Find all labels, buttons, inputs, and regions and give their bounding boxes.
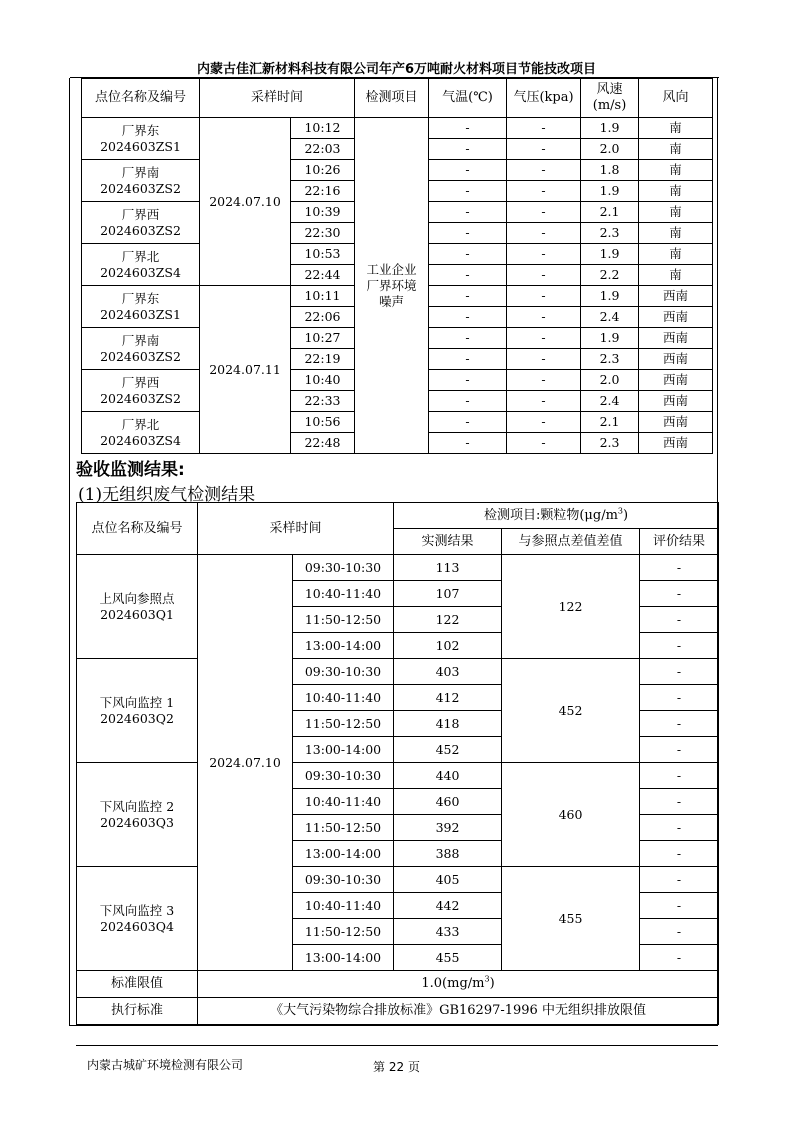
measured-result: 113 (394, 555, 502, 581)
sample-time: 10:27 (291, 328, 355, 349)
wind-direction: 南 (639, 265, 713, 286)
wind-speed: 2.1 (581, 412, 639, 433)
pressure: - (507, 160, 581, 181)
point-name: 厂界南 (121, 164, 160, 180)
wind-speed: 2.3 (581, 349, 639, 370)
pressure: - (507, 433, 581, 454)
temperature: - (429, 265, 507, 286)
temperature: - (429, 244, 507, 265)
sample-time: 22:48 (291, 433, 355, 454)
sample-time: 10:40-11:40 (293, 789, 394, 815)
measured-result: 452 (394, 737, 502, 763)
point-name: 厂界北 (121, 248, 160, 264)
sample-time: 10:39 (291, 202, 355, 223)
evaluation-result: - (640, 685, 719, 711)
wind-direction: 西南 (639, 286, 713, 307)
temperature: - (429, 307, 507, 328)
wind-direction: 西南 (639, 307, 713, 328)
difference-value: 122 (502, 555, 640, 659)
point-cell (82, 412, 200, 454)
pressure: - (507, 244, 581, 265)
pressure: - (507, 412, 581, 433)
evaluation-result: - (640, 841, 719, 867)
point-cell (82, 244, 200, 286)
temperature: - (429, 139, 507, 160)
sample-time: 09:30-10:30 (293, 659, 394, 685)
point-code: 2024603ZS2 (100, 222, 181, 238)
column-header-item (394, 503, 719, 529)
section-title: 验收监测结果: (76, 460, 185, 480)
pressure: - (507, 139, 581, 160)
point-code: 2024603ZS4 (100, 264, 181, 280)
wind-direction: 南 (639, 181, 713, 202)
temperature: - (429, 391, 507, 412)
standard-row (77, 998, 719, 1025)
column-header-item: 检测项目 (355, 79, 429, 118)
noise-table (81, 78, 713, 454)
temperature: - (429, 160, 507, 181)
table-row (77, 763, 719, 789)
pressure: - (507, 370, 581, 391)
wind-direction: 南 (639, 139, 713, 160)
sub-title: (1)无组织废气检测结果 (78, 485, 256, 505)
item-text: 检测项目:颗粒物(μg/m (483, 507, 618, 523)
wind-speed: 2.3 (581, 223, 639, 244)
sample-time: 10:12 (291, 118, 355, 139)
evaluation-result: - (640, 659, 719, 685)
sample-time: 10:40-11:40 (293, 893, 394, 919)
column-header-pressure: 气压(kpa) (507, 79, 581, 118)
wind-speed: 2.0 (581, 370, 639, 391)
wind-speed: 1.9 (581, 244, 639, 265)
wind-direction: 南 (639, 223, 713, 244)
pressure: - (507, 202, 581, 223)
wind-speed: 2.4 (581, 391, 639, 412)
sample-time: 13:00-14:00 (293, 945, 394, 971)
wind-direction: 西南 (639, 328, 713, 349)
evaluation-result: - (640, 607, 719, 633)
sample-time: 10:40 (291, 370, 355, 391)
standard-label: 执行标准 (77, 998, 198, 1025)
measured-result: 418 (394, 711, 502, 737)
point-cell (77, 763, 198, 867)
point-cell (82, 370, 200, 412)
limit-close: ) (489, 976, 495, 991)
sample-time: 10:56 (291, 412, 355, 433)
sample-time: 10:40-11:40 (293, 581, 394, 607)
evaluation-result: - (640, 893, 719, 919)
point-cell (82, 160, 200, 202)
measured-result: 403 (394, 659, 502, 685)
point-name: 下风向监控 3 (99, 902, 175, 918)
point-cell (82, 202, 200, 244)
temperature: - (429, 223, 507, 244)
temperature: - (429, 118, 507, 139)
point-name: 厂界东 (121, 290, 160, 306)
limit-text: 1.0(mg/m (421, 976, 485, 991)
wind-speed: 2.3 (581, 433, 639, 454)
particulate-table (76, 502, 719, 1025)
measured-result: 122 (394, 607, 502, 633)
pressure: - (507, 181, 581, 202)
measured-result: 440 (394, 763, 502, 789)
wind-speed: 1.9 (581, 118, 639, 139)
point-cell (82, 328, 200, 370)
temperature: - (429, 181, 507, 202)
point-code: 2024603ZS1 (100, 306, 181, 322)
sample-time: 13:00-14:00 (293, 737, 394, 763)
footer-rule (76, 1045, 718, 1046)
standard-value: 《大气污染物综合排放标准》GB16297-1996 中无组织排放限值 (198, 998, 719, 1025)
wind-direction: 西南 (639, 433, 713, 454)
pressure: - (507, 223, 581, 244)
measured-result: 102 (394, 633, 502, 659)
column-header-time: 采样时间 (200, 79, 355, 118)
pressure: - (507, 391, 581, 412)
sample-time: 10:53 (291, 244, 355, 265)
point-name: 下风向监控 2 (99, 798, 175, 814)
evaluation-result: - (640, 945, 719, 971)
temperature: - (429, 370, 507, 391)
wind-direction: 南 (639, 202, 713, 223)
sample-time: 22:03 (291, 139, 355, 160)
point-code: 2024603Q4 (100, 918, 174, 934)
wind-speed: 2.0 (581, 139, 639, 160)
test-item: 工业企业厂界环境噪声 (355, 118, 429, 454)
limit-value (198, 971, 719, 998)
evaluation-result: - (640, 633, 719, 659)
evaluation-result: - (640, 815, 719, 841)
temperature: - (429, 202, 507, 223)
wind-speed: 2.1 (581, 202, 639, 223)
sample-time: 10:11 (291, 286, 355, 307)
temperature: - (429, 433, 507, 454)
sample-time: 13:00-14:00 (293, 633, 394, 659)
wind-direction: 南 (639, 118, 713, 139)
point-cell (82, 286, 200, 328)
evaluation-result: - (640, 919, 719, 945)
wind-direction: 西南 (639, 370, 713, 391)
sample-time: 22:06 (291, 307, 355, 328)
sample-time: 22:16 (291, 181, 355, 202)
measured-result: 433 (394, 919, 502, 945)
measured-result: 460 (394, 789, 502, 815)
wind-direction: 西南 (639, 391, 713, 412)
difference-value: 460 (502, 763, 640, 867)
column-header-result: 实测结果 (394, 529, 502, 555)
footer-page-number: 第 22 页 (373, 1060, 420, 1074)
pressure: - (507, 328, 581, 349)
point-name: 厂界东 (121, 122, 160, 138)
point-code: 2024603ZS2 (100, 348, 181, 364)
point-name: 厂界北 (121, 416, 160, 432)
difference-value: 452 (502, 659, 640, 763)
wind-speed: 2.4 (581, 307, 639, 328)
limit-label: 标准限值 (77, 971, 198, 998)
sample-time: 22:30 (291, 223, 355, 244)
sample-time: 11:50-12:50 (293, 919, 394, 945)
evaluation-result: - (640, 555, 719, 581)
sample-time: 22:44 (291, 265, 355, 286)
sample-date: 2024.07.10 (198, 555, 293, 971)
column-header-diff: 与参照点差值差值 (502, 529, 640, 555)
point-cell (82, 118, 200, 160)
measured-result: 412 (394, 685, 502, 711)
pressure: - (507, 265, 581, 286)
column-header-temp: 气温(℃) (429, 79, 507, 118)
pressure: - (507, 118, 581, 139)
wind-speed: 1.9 (581, 286, 639, 307)
sample-time: 22:33 (291, 391, 355, 412)
point-code: 2024603Q2 (100, 710, 174, 726)
point-cell (77, 555, 198, 659)
point-code: 2024603ZS1 (100, 138, 181, 154)
column-header-point: 点位名称及编号 (77, 503, 198, 555)
point-name: 下风向监控 1 (99, 694, 175, 710)
item-close: ) (623, 507, 629, 523)
sample-time: 09:30-10:30 (293, 555, 394, 581)
measured-result: 442 (394, 893, 502, 919)
evaluation-result: - (640, 789, 719, 815)
limit-row (77, 971, 719, 998)
column-header-wind-dir: 风向 (639, 79, 713, 118)
point-name: 上风向参照点 (99, 590, 175, 606)
column-header-time: 采样时间 (198, 503, 394, 555)
point-name: 厂界西 (121, 374, 160, 390)
wind-speed: 1.9 (581, 181, 639, 202)
point-code: 2024603ZS2 (100, 180, 181, 196)
measured-result: 392 (394, 815, 502, 841)
pressure: - (507, 286, 581, 307)
table-row (77, 867, 719, 893)
column-header-wind-speed: 风速(m/s) (581, 79, 639, 118)
point-name: 厂界西 (121, 206, 160, 222)
table-row (82, 118, 713, 139)
evaluation-result: - (640, 867, 719, 893)
sample-date: 2024.07.10 (200, 118, 291, 286)
point-code: 2024603Q3 (100, 814, 174, 830)
table-row (77, 659, 719, 685)
point-code: 2024603Q1 (100, 606, 174, 622)
evaluation-result: - (640, 581, 719, 607)
point-cell (77, 659, 198, 763)
page-header-title: 内蒙古佳汇新材料科技有限公司年产6万吨耐火材料项目节能技改项目 (196, 62, 597, 77)
wind-speed: 2.2 (581, 265, 639, 286)
point-name: 厂界南 (121, 332, 160, 348)
sample-time: 09:30-10:30 (293, 867, 394, 893)
column-header-point: 点位名称及编号 (82, 79, 200, 118)
sample-time: 10:40-11:40 (293, 685, 394, 711)
wind-direction: 南 (639, 244, 713, 265)
wind-direction: 南 (639, 160, 713, 181)
measured-result: 455 (394, 945, 502, 971)
temperature: - (429, 349, 507, 370)
wind-speed: 1.9 (581, 328, 639, 349)
unit-superscript: 3 (617, 506, 623, 516)
temperature: - (429, 412, 507, 433)
sample-time: 11:50-12:50 (293, 711, 394, 737)
sample-time: 13:00-14:00 (293, 841, 394, 867)
difference-value: 455 (502, 867, 640, 971)
point-cell (77, 867, 198, 971)
column-header-eval: 评价结果 (640, 529, 719, 555)
table-header-row (82, 79, 713, 118)
wind-direction: 西南 (639, 349, 713, 370)
sample-time: 11:50-12:50 (293, 607, 394, 633)
pressure: - (507, 307, 581, 328)
evaluation-result: - (640, 711, 719, 737)
wind-speed: 1.8 (581, 160, 639, 181)
measured-result: 388 (394, 841, 502, 867)
evaluation-result: - (640, 763, 719, 789)
evaluation-result: - (640, 737, 719, 763)
temperature: - (429, 328, 507, 349)
sample-time: 11:50-12:50 (293, 815, 394, 841)
table-header-row (77, 503, 719, 529)
pressure: - (507, 349, 581, 370)
footer-company: 内蒙古城矿环境检测有限公司 (87, 1058, 244, 1072)
measured-result: 405 (394, 867, 502, 893)
point-code: 2024603ZS2 (100, 390, 181, 406)
temperature: - (429, 286, 507, 307)
sample-time: 10:26 (291, 160, 355, 181)
wind-direction: 西南 (639, 412, 713, 433)
sample-date: 2024.07.11 (200, 286, 291, 454)
table-row (77, 555, 719, 581)
sample-time: 09:30-10:30 (293, 763, 394, 789)
point-code: 2024603ZS4 (100, 432, 181, 448)
measured-result: 107 (394, 581, 502, 607)
unit-superscript: 3 (484, 974, 490, 984)
sample-time: 22:19 (291, 349, 355, 370)
